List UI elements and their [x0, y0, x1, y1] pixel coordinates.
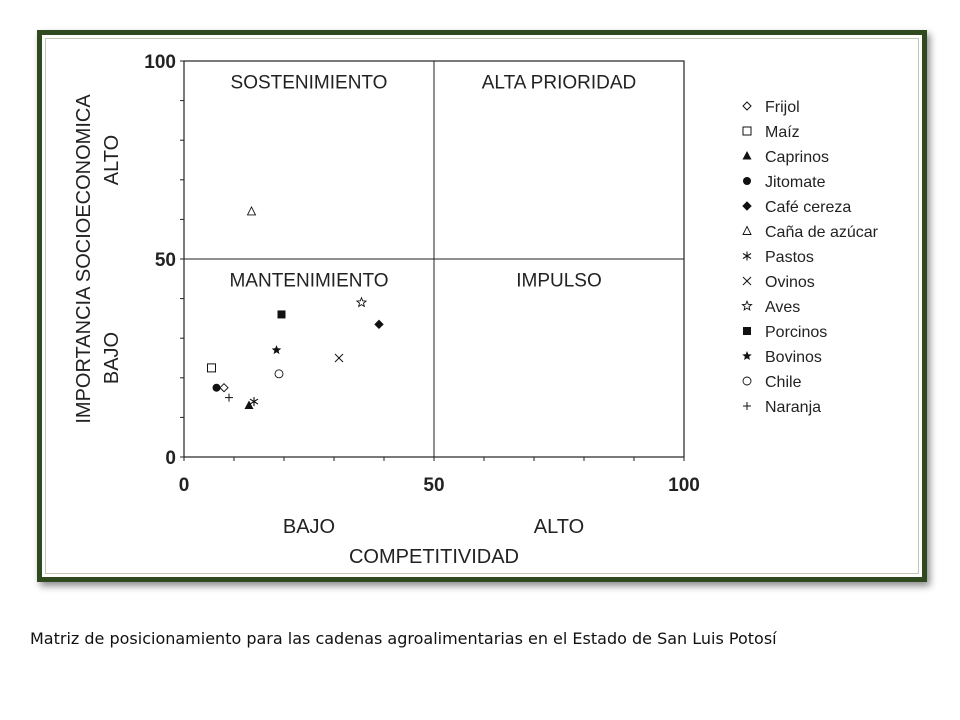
legend-label-naranja: Naranja — [765, 399, 822, 416]
quadrant-label-top-left: SOSTENIMIENTO — [230, 72, 388, 94]
legend-label-frijol: Frijol — [765, 99, 800, 116]
x-tick-label: 0 — [178, 475, 190, 496]
legend-label-aves: Aves — [765, 299, 801, 316]
data-point-frijol — [220, 384, 228, 392]
quadrant-label-top-right: ALTA PRIORIDAD — [481, 72, 637, 94]
data-point-caprinos — [245, 401, 254, 410]
legend-label-porcinos: Porcinos — [765, 324, 828, 341]
legend-marker-naranja — [743, 402, 751, 410]
y-tick-label: 0 — [165, 448, 176, 469]
data-point-cafe-cereza — [375, 320, 383, 328]
legend-marker-pastos — [743, 252, 751, 261]
legend-marker-cafe-cereza — [743, 202, 751, 210]
data-point-jitomate — [213, 384, 221, 392]
legend-label-maiz: Maíz — [765, 124, 800, 141]
legend-marker-aves — [742, 301, 751, 310]
legend-marker-chile — [743, 377, 751, 385]
legend-marker-bovinos — [742, 351, 752, 360]
data-point-ovinos — [335, 354, 343, 362]
quadrant-label-bottom-right: IMPULSO — [516, 270, 602, 292]
legend-label-cafe-cereza: Café cereza — [765, 199, 852, 216]
legend-marker-caprinos — [743, 151, 752, 160]
quadrant-scatter-chart — [42, 35, 922, 577]
x-axis-title: COMPETITIVIDAD — [348, 546, 520, 568]
legend-marker-frijol — [743, 102, 751, 110]
data-point-maiz — [208, 364, 216, 372]
legend-label-ovinos: Ovinos — [765, 274, 815, 291]
y-axis-low-label: BAJO — [101, 331, 123, 385]
legend-label-jitomate: Jitomate — [765, 174, 826, 191]
legend-label-cana-de-azucar: Caña de azúcar — [765, 224, 878, 241]
legend-label-pastos: Pastos — [765, 249, 814, 266]
legend-label-caprinos: Caprinos — [765, 149, 830, 166]
y-tick-label: 100 — [144, 52, 176, 73]
x-tick-label: 50 — [423, 475, 445, 496]
data-point-bovinos — [272, 345, 282, 354]
legend-marker-jitomate — [743, 177, 751, 185]
legend-marker-porcinos — [743, 327, 751, 335]
y-axis-high-label: ALTO — [101, 134, 123, 186]
y-tick-label: 50 — [154, 250, 176, 271]
data-point-cana-de-azucar — [248, 207, 256, 215]
data-point-chile — [275, 370, 283, 378]
data-point-porcinos — [278, 310, 286, 318]
legend-marker-maiz — [743, 127, 751, 135]
figure-caption: Matriz de posicionamiento para las cadenas agroalimentarias en el Estado de San Luis Potosí — [30, 629, 777, 648]
x-tick-label: 100 — [668, 475, 700, 496]
legend-marker-ovinos — [743, 277, 751, 285]
y-axis-title: IMPORTANCIA SOCIOECONOMICA — [73, 94, 95, 424]
x-axis-high-label: ALTO — [533, 516, 585, 538]
quadrant-label-bottom-left: MANTENIMIENTO — [229, 270, 389, 292]
legend-marker-cana-de-azucar — [743, 227, 751, 235]
legend-label-chile: Chile — [765, 374, 802, 391]
legend-label-bovinos: Bovinos — [765, 349, 822, 366]
x-axis-low-label: BAJO — [282, 516, 336, 538]
chart-frame — [37, 30, 927, 582]
data-point-aves — [357, 298, 366, 307]
data-point-naranja — [225, 394, 233, 402]
